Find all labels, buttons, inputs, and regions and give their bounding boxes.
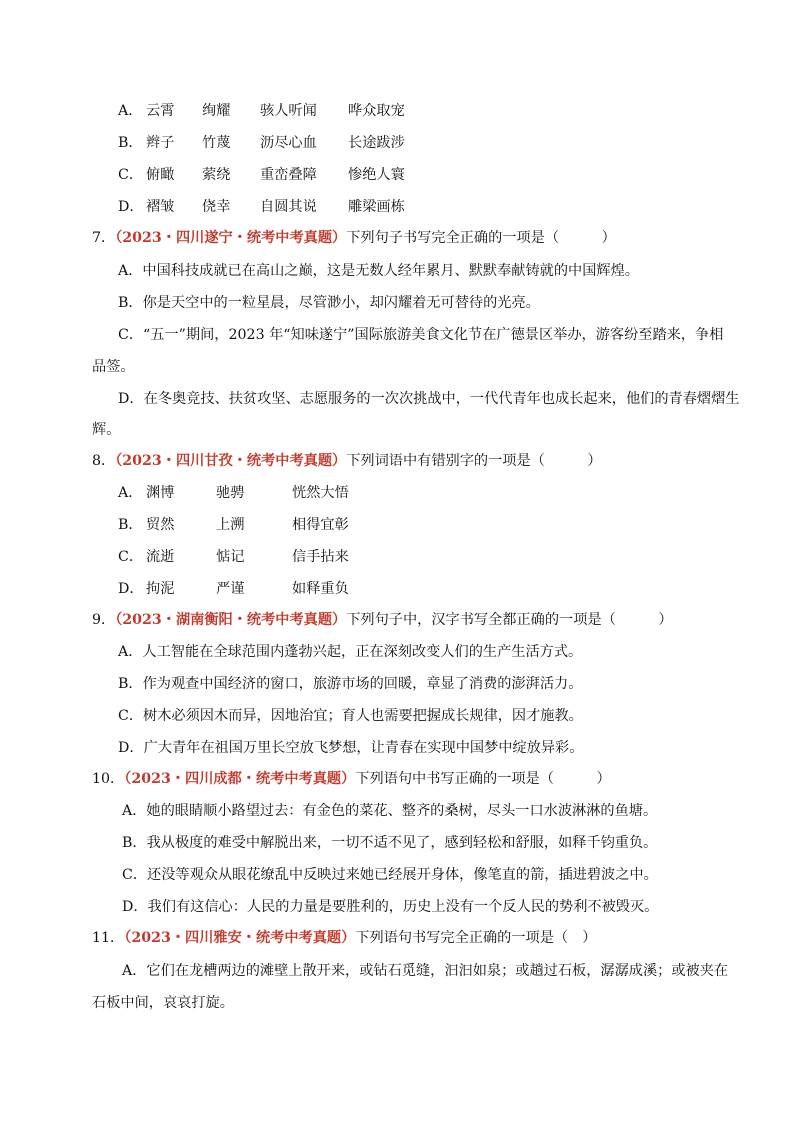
question-source: （2023・四川雅安・统考中考真题） — [124, 930, 356, 946]
option-letter: B． — [118, 135, 143, 151]
q6-option-d — [118, 198, 405, 216]
word: 严谨 — [216, 581, 245, 597]
word: 竹蔑 — [202, 135, 231, 151]
word: 拘泥 — [146, 581, 175, 597]
question-source: （2023・四川遂宁・统考中考真题） — [115, 230, 347, 246]
question-source: （2023・四川甘孜・统考中考真题） — [115, 453, 347, 469]
q6-option-c — [118, 166, 405, 184]
q6-option-b — [118, 134, 405, 152]
option-letter: C． — [118, 549, 144, 565]
option-letter: D． — [118, 199, 144, 215]
word: 雕梁画栋 — [348, 199, 405, 215]
word: 惨绝人寰 — [348, 167, 405, 183]
question-9-stem — [92, 611, 673, 629]
word: 流逝 — [146, 549, 175, 565]
word: 褶皱 — [146, 199, 175, 215]
q7-option-d-cont: 辉。 — [92, 422, 121, 438]
option-letter: A． — [118, 485, 143, 501]
question-number: 11． — [92, 930, 125, 946]
option-letter: A． — [118, 103, 143, 119]
word: 相得宜彰 — [292, 517, 349, 533]
q9-option-b: B．作为观查中国经济的窗口，旅游市场的回暖，章显了消费的澎湃活力。 — [118, 676, 583, 692]
question-10-stem — [92, 770, 611, 788]
word: 哗众取宠 — [348, 103, 405, 119]
question-7-stem — [92, 229, 616, 247]
q8-option-c — [118, 548, 349, 566]
q8-option-b — [118, 516, 349, 534]
q7-option-b: B．你是天空中的一粒星晨，尽管渺小，却闪耀着无可替待的光亮。 — [118, 295, 540, 311]
word: 上溯 — [216, 517, 245, 533]
word: 恍然大悟 — [292, 485, 349, 501]
question-stem: 下列语句中书写正确的一项是（ ） — [355, 771, 611, 787]
q7-option-c-cont: 品签。 — [92, 359, 135, 375]
q10-option-c: C．还没等观众从眼花缭乱中反映过来她已经展开身体，像笔直的箭，插进碧波之中。 — [122, 867, 658, 883]
question-8-stem — [92, 452, 602, 470]
word: 重峦叠障 — [260, 167, 317, 183]
word: 俯瞰 — [146, 167, 175, 183]
question-number: 8． — [92, 453, 116, 469]
word: 自圆其说 — [260, 199, 317, 215]
q10-option-b: B．我从极度的难受中解脱出来，一切不适不见了，感到轻松和舒服，如释千钧重负。 — [122, 835, 658, 851]
word: 长途跋涉 — [348, 135, 405, 151]
question-number: 7． — [92, 230, 116, 246]
word: 云霄 — [146, 103, 175, 119]
word: 如释重负 — [292, 581, 349, 597]
q7-option-a: A．中国科技成就已在高山之巅，这是无数人经年累月、默默奉献铸就的中国辉煌。 — [118, 263, 639, 279]
question-source: （2023・四川成都・统考中考真题） — [124, 771, 356, 787]
q8-option-a — [118, 484, 349, 502]
word: 渊博 — [146, 485, 175, 501]
q9-option-c: C．树木必须因木而异，因地治宜；育人也需要把握成长规律，因才施教。 — [118, 708, 583, 724]
question-11-stem — [92, 929, 596, 947]
question-number: 10． — [92, 771, 125, 787]
option-letter: B． — [118, 517, 143, 533]
word: 贸然 — [146, 517, 175, 533]
q9-option-d: D．广大青年在祖国万里长空放飞梦想，让青春在实现中国梦中绽放异彩。 — [118, 740, 584, 756]
q10-option-d: D．我们有这信心：人民的力量是要胜利的，历史上没有一个反人民的势利不被毁灭。 — [122, 899, 659, 915]
word: 驰骋 — [216, 485, 245, 501]
question-number: 9． — [92, 612, 116, 628]
word: 侥幸 — [202, 199, 231, 215]
question-stem: 下列语句书写完全正确的一项是（ ） — [355, 930, 597, 946]
q8-option-d — [118, 580, 349, 598]
word: 信手拈来 — [292, 549, 349, 565]
word: 沥尽心血 — [260, 135, 317, 151]
word: 萦绕 — [202, 167, 231, 183]
word: 辫子 — [146, 135, 175, 151]
word: 骇人听闻 — [260, 103, 317, 119]
word: 惦记 — [216, 549, 245, 565]
q11-option-a-cont: 石板中间，哀哀打旋。 — [92, 995, 234, 1011]
q9-option-a: A．人工智能在全球范围内蓬勃兴起，正在深刻改变人们的生产生活方式。 — [118, 644, 583, 660]
q6-option-a — [118, 102, 405, 120]
q7-option-d: D．在冬奥竞技、扶贫攻坚、志愿服务的一次次挑战中，一代代青年也成长起来，他们的青春熠熠生 — [118, 391, 740, 407]
question-stem: 下列词语中有错别字的一项是（ ） — [346, 453, 602, 469]
option-letter: D． — [118, 581, 144, 597]
question-source: （2023・湖南衡阳・统考中考真题） — [115, 612, 347, 628]
q11-option-a: A．它们在龙槽两边的滩壁上散开来，或钻石觅缝，汩汩如泉；或趟过石板，潺潺成溪；或被夹在 — [122, 963, 729, 979]
q10-option-a: A．她的眼睛顺小路望过去：有金色的菜花、整齐的桑树，尽头一口水波淋淋的鱼塘。 — [122, 803, 658, 819]
option-letter: C． — [118, 167, 144, 183]
question-stem: 下列句子中，汉字书写全都正确的一项是（ ） — [346, 612, 673, 628]
question-stem: 下列句子书写完全正确的一项是（ ） — [346, 230, 616, 246]
q7-option-c: C．“五一”期间，2023 年“知味遂宁”国际旅游美食文化节在广德景区举办，游客纷至踏来，争相 — [118, 327, 724, 343]
word: 绚耀 — [202, 103, 231, 119]
